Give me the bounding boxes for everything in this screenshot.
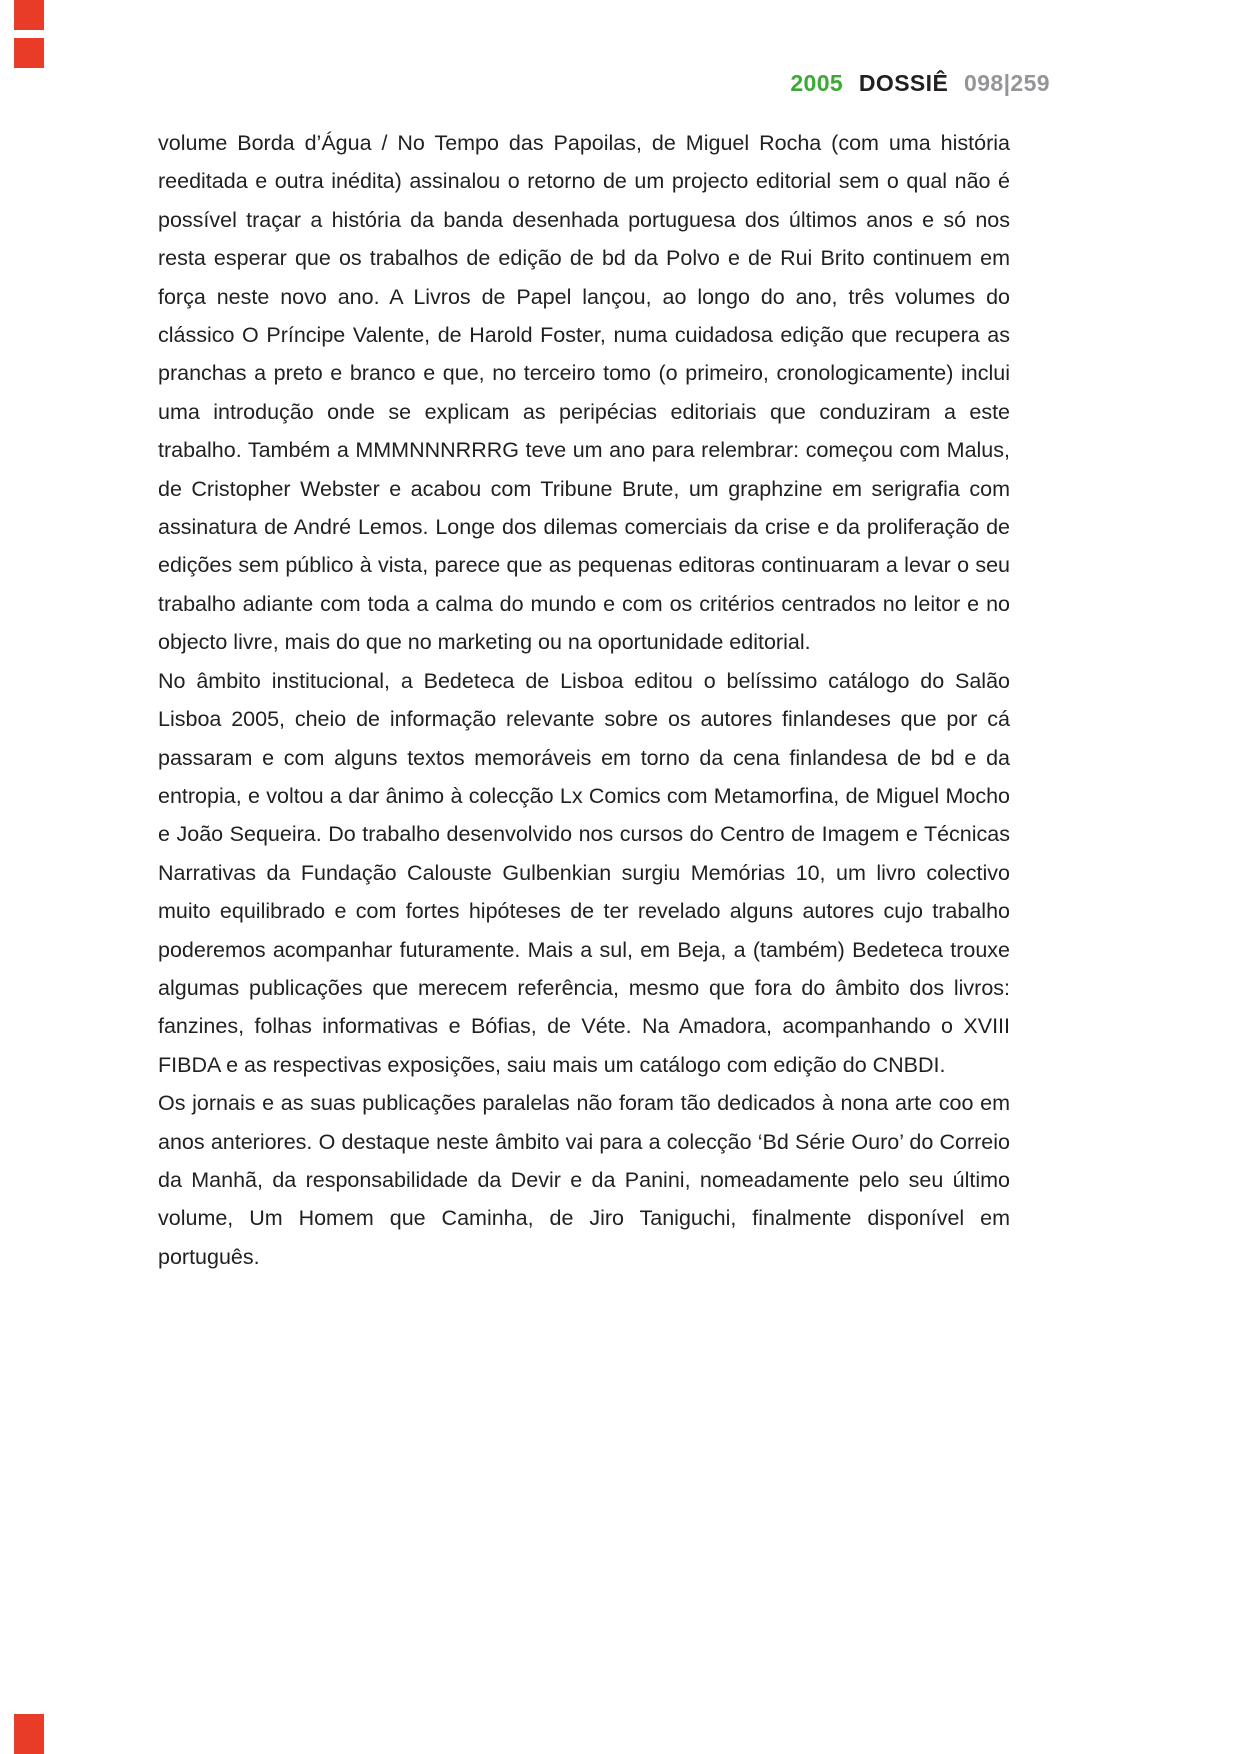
article-body bbox=[158, 124, 1010, 1276]
red-print-mark-top-2 bbox=[14, 38, 44, 68]
header-section-title: DOSSIÊ bbox=[858, 70, 949, 96]
body-paragraph: volume Borda d’Água / No Tempo das Papoilas, de Miguel Rocha (com uma história reeditada e outra inédita) assinalou o retorno de um projecto editorial sem o qual não é possível traçar a história da banda desenhada portuguesa dos últimos anos e só nos resta esperar que os trabalhos de edição de bd da Polvo e de Rui Brito continuem em força neste novo ano. A Livros de Papel lançou, ao longo do ano, três volumes do clássico O Príncipe Valente, de Harold Foster, numa cuidadosa edição que recupera as pranchas a preto e branco e que, no terceiro tomo (o primeiro, cronologicamente) inclui uma introdução onde se explicam as peripécias editoriais que conduziram a este trabalho. Também a MMMNNNRRRG teve um ano para relembrar: começou com Malus, de Cristopher Webster e acabou com Tribune Brute, um graphzine em serigrafia com assinatura de André Lemos. Longe dos dilemas comerciais da crise e da proliferação de edições sem público à vista, parece que as pequenas editoras continuaram a levar o seu trabalho adiante com toda a calma do mundo e com os critérios centrados no leitor e no objecto livre, mais do que no marketing ou na oportunidade editorial. bbox=[158, 131, 1010, 655]
body-paragraph: No âmbito institucional, a Bedeteca de Lisboa editou o belíssimo catálogo do Salão Lisboa 2005, cheio de informação relevante sobre os autores finlandeses que por cá passaram e com alguns textos memoráveis em torno da cena finlandesa de bd e da entropia, e voltou a dar ânimo à colecção Lx Comics com Metamorfina, de Miguel Mocho e João Sequeira. Do trabalho desenvolvido nos cursos do Centro de Imagem e Técnicas Narrativas da Fundação Calouste Gulbenkian surgiu Memórias 10, um livro colectivo muito equilibrado e com fortes hipóteses de ter revelado alguns autores cujo trabalho poderemos acompanhar futuramente. Mais a sul, em Beja, a (também) Bedeteca trouxe algumas publicações que merecem referência, mesmo que fora do âmbito dos livros: fanzines, folhas informativas e Bófias, de Véte. Na Amadora, acompanhando o XVIII FIBDA e as respectivas exposições, saiu mais um catálogo com edição do CNBDI. bbox=[158, 668, 1010, 1077]
red-print-mark-bottom bbox=[14, 1714, 44, 1754]
body-paragraph: Os jornais e as suas publicações paralelas não foram tão dedicados à nona arte coo em anos anteriores. O destaque neste âmbito vai para a colecção ‘Bd Série Ouro’ do Correio da Manhã, da responsabilidade da Devir e da Panini, nomeadamente pelo seu último volume, Um Homem que Caminha, de Jiro Taniguchi, finalmente disponível em português. bbox=[158, 1091, 1010, 1269]
page-header bbox=[158, 70, 1050, 97]
header-page-number: 098|259 bbox=[964, 70, 1050, 96]
header-year: 2005 bbox=[790, 70, 844, 96]
red-print-mark-top-1 bbox=[14, 0, 44, 30]
